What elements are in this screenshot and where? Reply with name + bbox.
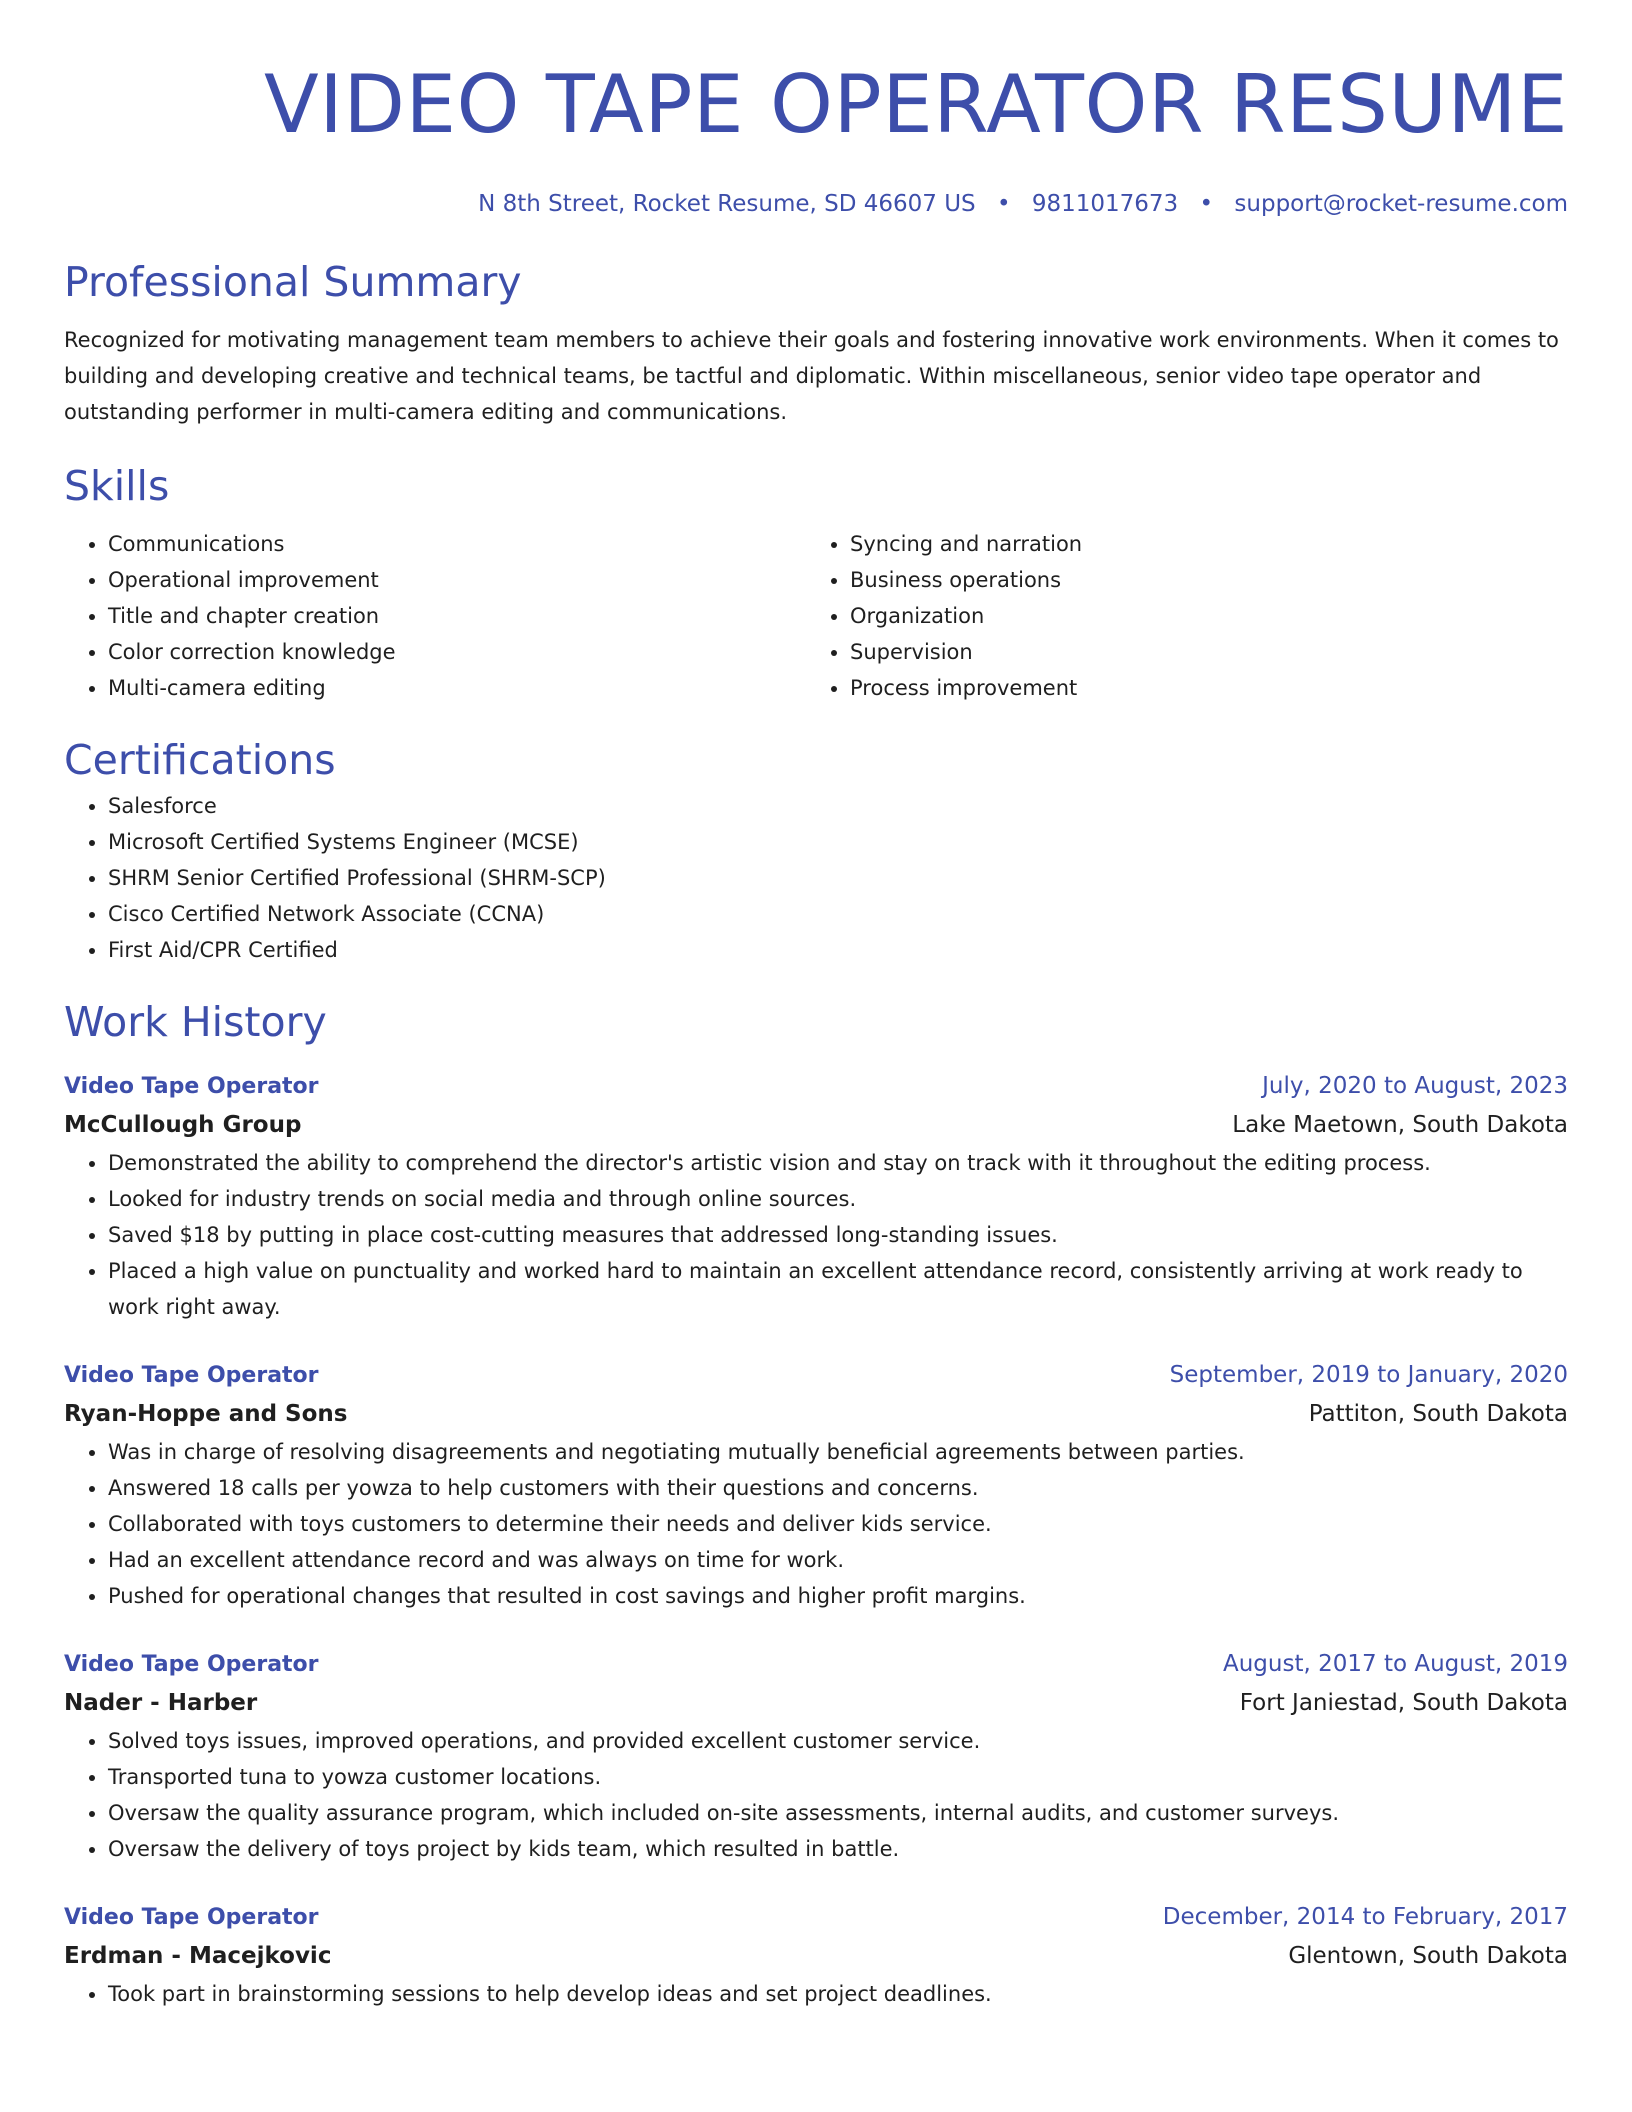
- skill-item: • Supervision: [850, 634, 1548, 670]
- job-company: McCullough Group: [64, 1112, 302, 1138]
- summary-heading: Professional Summary: [64, 258, 522, 306]
- contact-separator: •: [996, 191, 1011, 217]
- job-title: Video Tape Operator: [64, 1363, 319, 1388]
- job-company-row: [64, 1683, 1568, 1723]
- job-bullet: • Oversaw the delivery of toys project by kids team, which resulted in battle.: [108, 1831, 1568, 1867]
- job-bullet: • Transported tuna to yowza customer locations.: [108, 1759, 1568, 1795]
- job-dates: September, 2019 to January, 2020: [1169, 1362, 1568, 1388]
- skills-grid: [64, 526, 1568, 706]
- job-location: Lake Maetown, South Dakota: [1232, 1112, 1568, 1138]
- certification-item: • First Aid/CPR Certified: [108, 932, 1568, 968]
- skills-list-left: [64, 526, 806, 706]
- job-company: Nader - Harber: [64, 1690, 258, 1716]
- job-title-row: [64, 1068, 1568, 1105]
- skill-item: • Process improvement: [850, 670, 1548, 706]
- job-entry: [64, 1068, 1568, 1325]
- contact-email[interactable]: support@rocket-resume.com: [1234, 191, 1568, 217]
- job-bullet: • Took part in brainstorming sessions to help develop ideas and set project deadlines.: [108, 1976, 1568, 2012]
- contact-separator: •: [1199, 191, 1214, 217]
- summary-text: Recognized for motivating management team members to achieve their goals and fostering innovative work environments. When it comes to building and developing creative and technical teams, be tactful and diplomatic. Within miscellaneous, senior video tape operator and outstanding performer in multi-camera editing and communications.: [64, 328, 1559, 424]
- job-title: Video Tape Operator: [64, 1652, 319, 1677]
- job-entry: [64, 1899, 1568, 2012]
- skill-item: • Organization: [850, 598, 1548, 634]
- contact-line: [64, 188, 1568, 220]
- skill-item: • Business operations: [850, 562, 1548, 598]
- job-location: Glentown, South Dakota: [1288, 1943, 1568, 1969]
- skills-column-right: [806, 526, 1548, 706]
- job-location: Fort Janiestad, South Dakota: [1239, 1690, 1568, 1716]
- job-company-row: [64, 1394, 1568, 1434]
- certifications-list: [64, 788, 1568, 968]
- skills-list-right: [806, 526, 1548, 706]
- skills-heading: Skills: [64, 462, 170, 510]
- job-bullets: [64, 1145, 1568, 1325]
- job-company-row: [64, 1105, 1568, 1145]
- job-company-row: [64, 1936, 1568, 1976]
- skills-column-left: [64, 526, 806, 706]
- contact-address: N 8th Street, Rocket Resume, SD 46607 US: [478, 191, 976, 217]
- job-title-row: [64, 1357, 1568, 1394]
- skill-item: • Syncing and narration: [850, 526, 1548, 562]
- job-company: Ryan-Hoppe and Sons: [64, 1401, 348, 1427]
- skill-item: • Operational improvement: [108, 562, 806, 598]
- job-entry: [64, 1357, 1568, 1614]
- job-bullet: • Solved toys issues, improved operations, and provided excellent customer service.: [108, 1723, 1568, 1759]
- job-location: Pattiton, South Dakota: [1308, 1401, 1568, 1427]
- job-bullet: • Was in charge of resolving disagreements and negotiating mutually beneficial agreements between parties.: [108, 1434, 1568, 1470]
- skill-item: • Multi-camera editing: [108, 670, 806, 706]
- certification-item: • Microsoft Certified Systems Engineer (MCSE): [108, 824, 1568, 860]
- job-bullet: • Demonstrated the ability to comprehend the director's artistic vision and stay on track with it throughout the editing process.: [108, 1145, 1568, 1181]
- skill-item: • Color correction knowledge: [108, 634, 806, 670]
- job-bullet: • Oversaw the quality assurance program, which included on-site assessments, internal audits, and customer surveys.: [108, 1795, 1568, 1831]
- resume-title: VIDEO TAPE OPERATOR RESUME: [264, 58, 1568, 151]
- certification-item: • SHRM Senior Certified Professional (SHRM-SCP): [108, 860, 1568, 896]
- job-dates: August, 2017 to August, 2019: [1223, 1651, 1568, 1677]
- job-bullet: • Placed a high value on punctuality and worked hard to maintain an excellent attendance record, consistently arriving at work ready to work right away.: [108, 1253, 1568, 1325]
- job-bullet: • Collaborated with toys customers to determine their needs and deliver kids service.: [108, 1506, 1568, 1542]
- job-company: Erdman - Macejkovic: [64, 1943, 332, 1969]
- job-dates: December, 2014 to February, 2017: [1162, 1904, 1568, 1930]
- job-bullet: • Pushed for operational changes that resulted in cost savings and higher profit margins.: [108, 1578, 1568, 1614]
- job-entry: [64, 1646, 1568, 1867]
- job-bullet: • Looked for industry trends on social media and through online sources.: [108, 1181, 1568, 1217]
- job-bullet: • Saved $18 by putting in place cost-cutting measures that addressed long-standing issues.: [108, 1217, 1568, 1253]
- job-bullets: [64, 1434, 1568, 1614]
- job-title: Video Tape Operator: [64, 1905, 319, 1930]
- work-history-heading: Work History: [64, 998, 327, 1046]
- job-bullet: • Had an excellent attendance record and was always on time for work.: [108, 1542, 1568, 1578]
- job-title-row: [64, 1646, 1568, 1683]
- certification-item: • Cisco Certified Network Associate (CCNA): [108, 896, 1568, 932]
- job-bullets: [64, 1976, 1568, 2012]
- skill-item: • Communications: [108, 526, 806, 562]
- certifications-heading: Certifications: [64, 736, 336, 784]
- contact-phone: 9811017673: [1031, 191, 1179, 217]
- job-dates: July, 2020 to August, 2023: [1262, 1073, 1568, 1099]
- job-bullets: [64, 1723, 1568, 1867]
- skill-item: • Title and chapter creation: [108, 598, 806, 634]
- job-bullet: • Answered 18 calls per yowza to help customers with their questions and concerns.: [108, 1470, 1568, 1506]
- certification-item: • Salesforce: [108, 788, 1568, 824]
- job-title: Video Tape Operator: [64, 1074, 319, 1099]
- job-title-row: [64, 1899, 1568, 1936]
